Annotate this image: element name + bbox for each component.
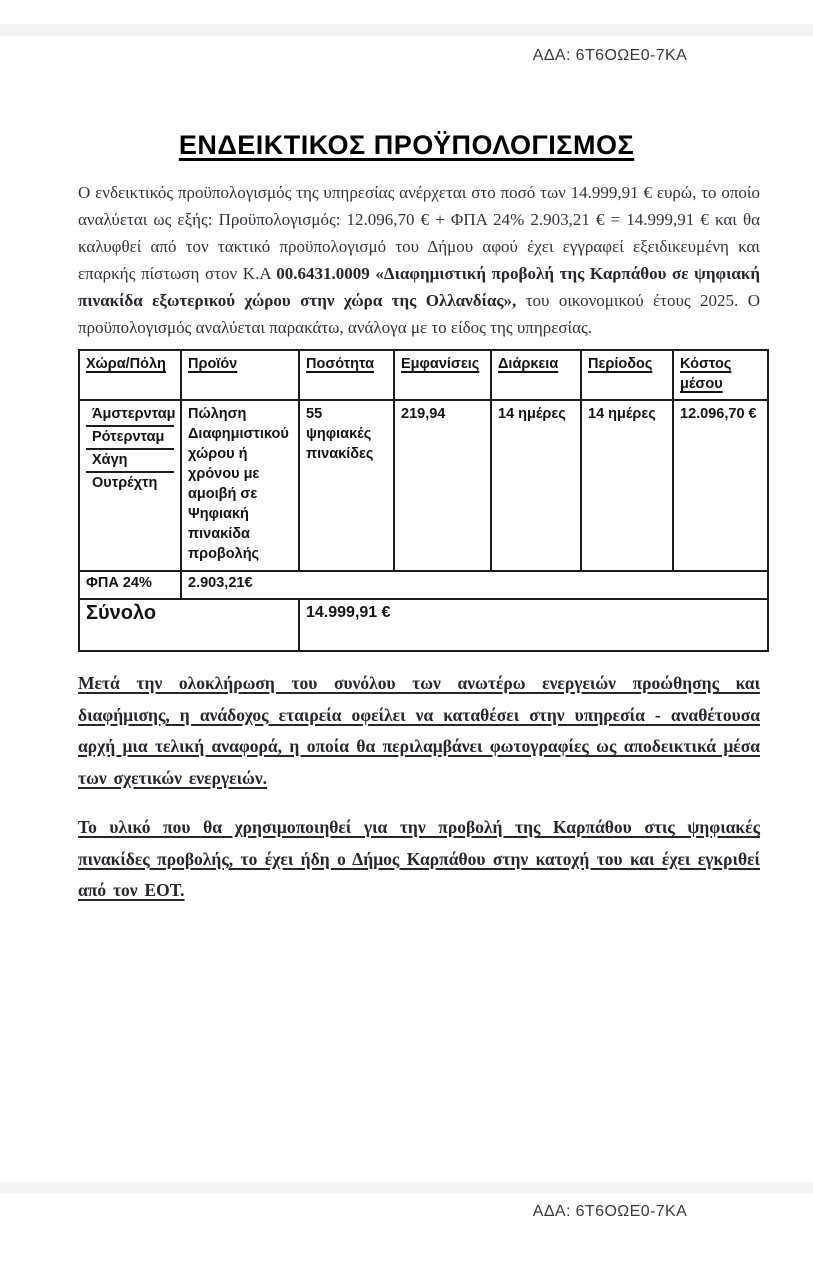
col-header-product-text: Προϊόν: [188, 356, 238, 372]
table-body-row: [79, 400, 768, 571]
col-header-quantity-text: Ποσότητα: [306, 356, 375, 372]
final-report-note: Μετά την ολοκλήρωση του συνόλου των ανωτέρω ενεργειών προώθησης και διαφήμισης, η ανάδοχος εταιρεία οφείλει να καταθέσει στην υπηρεσία - αναθέτουσα αρχή μια τελική αναφορά, η οποία θα περιλαμβάνει φωτογραφίες ως αποδεικτικά μέσα των σχετικών ενεργειών.: [78, 673, 760, 788]
intro-paragraph: [78, 179, 760, 341]
vat-value-cell: 2.903,21€: [181, 571, 768, 599]
city-item: Άμστερνταμ: [86, 404, 174, 427]
scan-artifact-band-top: [0, 24, 813, 36]
col-header-cost: [673, 350, 768, 400]
col-header-country: [79, 350, 181, 400]
ada-stamp-top: ΑΔΑ: 6Τ6ΟΩΕ0-7ΚΑ: [532, 47, 688, 64]
cell-quantity: 55 ψηφιακές πινακίδες: [299, 400, 394, 571]
document-title-text: ΕΝΔΕΙΚΤΙΚΟΣ ΠΡΟΫΠΟΛΟΓΙΣΜΟΣ: [178, 130, 635, 160]
col-header-product: [181, 350, 299, 400]
total-row: [79, 599, 768, 651]
city-item: Χάγη: [86, 450, 174, 473]
intro-text-budget-code-bold: 00.6431.0009 «Διαφημιστική προβολή της Καρπάθου σε ψηφιακή πινακίδα εξωτερικού χώρου στην χώρα της Ολλανδίας»,: [78, 264, 760, 310]
cell-duration: 14 ημέρες: [491, 400, 581, 571]
col-header-cost-text: Κόστος μέσου: [680, 356, 732, 392]
col-header-impressions: [394, 350, 491, 400]
intro-text-lead: Ο ενδεικτικός προϋπολογισμός της υπηρεσίας ανέρχεται στο ποσό των 14.999,91 € ευρώ, το οποίο αναλύεται ως εξής: Προϋπολογισμός: 12.096,70 € + ΦΠΑ 24% 2.903,21 € = 14.999,91 € και θα καλυφθεί από τον τακτικό προϋπολογισμό του Δήμου αφού έχει εγγραφεί εξειδικευμένη και επαρκής πίστωση στον Κ.Α: [78, 183, 760, 283]
col-header-impressions-text: Εμφανίσεις: [401, 356, 480, 372]
col-header-duration: [491, 350, 581, 400]
col-header-period: [581, 350, 673, 400]
cell-countries: [79, 400, 181, 571]
cell-period: 14 ημέρες: [581, 400, 673, 571]
ada-stamp-bottom: ΑΔΑ: 6Τ6ΟΩΕ0-7ΚΑ: [532, 1203, 688, 1220]
intro-text-trail: του οικονομικού έτους 2025. Ο προϋπολογισμός αναλύεται παρακάτω, ανάλογα με το είδος της υπηρεσίας.: [78, 291, 760, 337]
table-header-row: [79, 350, 768, 400]
vat-label-cell: ΦΠΑ 24%: [79, 571, 181, 599]
material-approval-note: Το υλικό που θα χρησιμοποιηθεί για την προβολή της Καρπάθου στις ψηφιακές πινακίδες προβολής, το έχει ήδη ο Δήμος Καρπάθου στην κατοχή του και έχει εγκριθεί από τον ΕΟΤ.: [78, 817, 760, 900]
cell-cost: 12.096,70 €: [673, 400, 768, 571]
city-item: Ρότερνταμ: [86, 427, 174, 450]
budget-table: [78, 349, 769, 652]
vat-row: [79, 571, 768, 599]
cell-product: Πώληση Διαφημιστικού χώρου ή χρόνου με αμοιβή σε Ψηφιακή πινακίδα προβολής: [181, 400, 299, 571]
total-label-cell: Σύνολο: [79, 599, 299, 651]
city-item: Ουτρέχτη: [92, 475, 158, 491]
document-title: [0, 130, 813, 161]
total-value-cell: 14.999,91 €: [299, 599, 768, 651]
scan-artifact-band-bottom: [0, 1182, 813, 1193]
cell-impressions: 219,94: [394, 400, 491, 571]
col-header-period-text: Περίοδος: [588, 356, 653, 372]
col-header-country-text: Χώρα/Πόλη: [86, 356, 166, 372]
col-header-quantity: [299, 350, 394, 400]
col-header-duration-text: Διάρκεια: [498, 356, 559, 372]
